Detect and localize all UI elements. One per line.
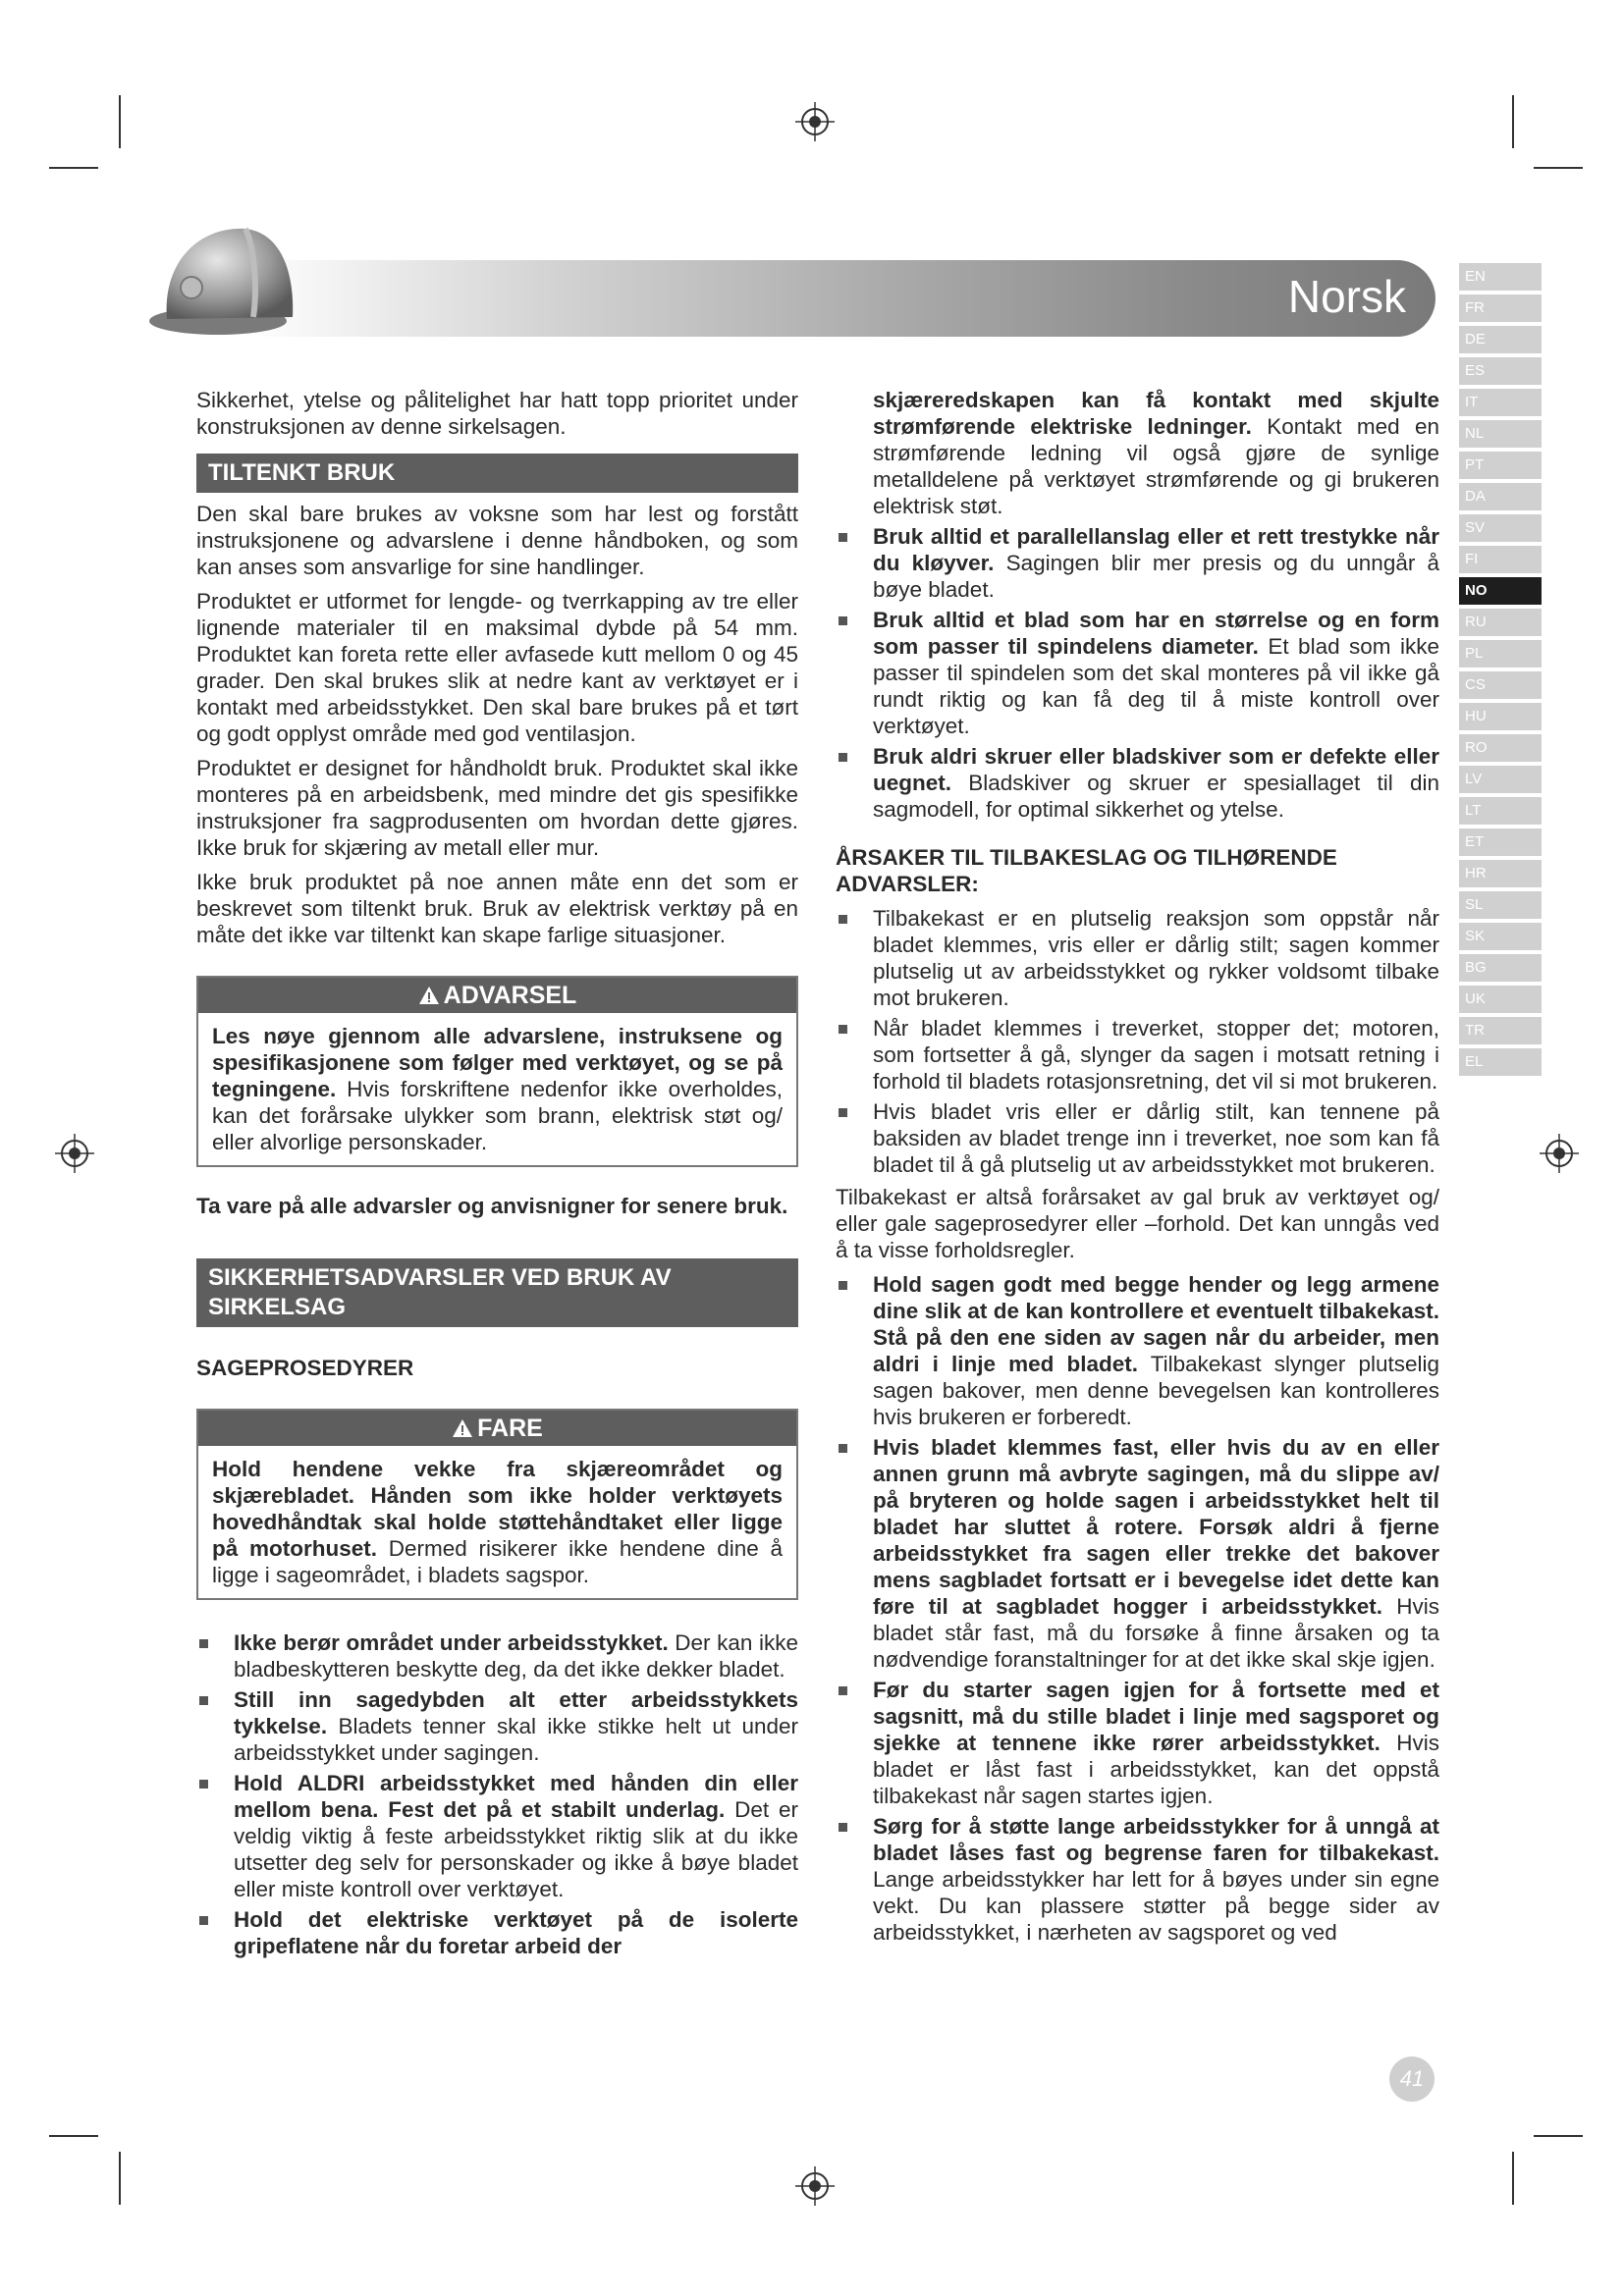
list-item: Tilbakekast er en plutselig reaksjon som oppstår når bladet klemmes, vris eller er dårlig stilt; sagen kommer plutselig ut av arbeidsstykket og rykker voldsomt tilbake mot brukeren. (836, 905, 1439, 1011)
danger-text: Dermed risikerer ikke hendene dine å ligge i sageområdet, i bladets sagspor. (212, 1536, 783, 1587)
lang-tab[interactable]: HR (1459, 860, 1542, 887)
item-text: Sagingen blir mer presis og du unngår å bøye bladet. (873, 551, 1439, 602)
continued-item (836, 387, 1439, 519)
helmet-icon (147, 211, 304, 339)
danger-heading (198, 1411, 796, 1446)
section-heading: TILTENKT BRUK (196, 454, 798, 493)
item-bold: Sørg for å støtte lange arbeidsstykker for å unngå at bladet låses fast og begrense faren for tilbakekast. (873, 1814, 1439, 1865)
list-item (836, 1813, 1439, 1946)
item-text: Et blad som ikke passer til spindelen som det skal monteres på vil ikke gå rundt riktig og kan få deg til å miste kontroll over verktøyet. (873, 634, 1440, 738)
bullet-list (836, 523, 1439, 823)
warning-triangle-icon (452, 1418, 473, 1438)
crop-mark (1512, 95, 1514, 148)
list-item: Hvis bladet vris eller er dårlig stilt, kan tennene på baksiden av bladet trenge inn i treverket, noe som kan få bladet til å gå plutselig ut av arbeidsstykket mot brukeren. (836, 1098, 1439, 1178)
danger-body (198, 1446, 796, 1598)
warning-bold: Les nøye gjennom alle advarslene, instruksene og spesifikasjonene som følger med verktøyet, og se på tegningene. (212, 1024, 783, 1101)
warning-triangle-icon (418, 986, 440, 1005)
warning-heading-text: ADVARSEL (443, 982, 577, 1009)
lang-tab[interactable]: NL (1459, 420, 1542, 448)
list-item (836, 743, 1439, 823)
lang-tab[interactable]: DE (1459, 326, 1542, 353)
crop-mark (49, 2135, 98, 2137)
lang-tab[interactable]: FI (1459, 546, 1542, 573)
list-item (196, 1686, 798, 1766)
lang-tab[interactable]: UK (1459, 986, 1542, 1013)
page-title: Norsk (1287, 271, 1406, 322)
danger-heading-text: FARE (477, 1415, 543, 1442)
intro-paragraph: Sikkerhet, ytelse og pålitelighet har hatt topp prioritet under konstruksjonen av denne sirkelsagen. (196, 388, 798, 439)
registration-mark-icon (55, 1134, 94, 1173)
registration-mark-icon (1540, 1134, 1579, 1173)
lang-tab[interactable]: IT (1459, 389, 1542, 416)
item-bold: Hold ALDRI arbeidsstykket med hånden din eller mellom bena. Fest det på et stabilt underlag. (234, 1771, 798, 1822)
paragraph: Produktet er utformet for lengde- og tverrkapping av tre eller lignende materialer til en maksimal dybde på 54 mm. Produktet kan foreta rette eller avfasede kutt mellom 0 og 45 grader. Den skal brukes slik at nedre kant av verktøyet er i kontakt med arbeidsstykket. Den skal bare brukes på et tørt og godt opplyst område med god ventilasjon. (196, 589, 798, 746)
paragraph: Tilbakekast er altså forårsaket av gal bruk av verktøyet og/ eller gale sageprosedyrer eller –forhold. Det kan unngås ved å ta visse forholdsregler. (836, 1185, 1439, 1262)
crop-mark (1512, 2152, 1514, 2205)
danger-box (196, 1409, 798, 1600)
lang-tab[interactable]: FR (1459, 294, 1542, 322)
section-heading: SIKKERHETSADVARSLER VED BRUK AV SIRKELSAG (196, 1258, 798, 1327)
lang-tab[interactable]: SK (1459, 923, 1542, 950)
crop-mark (119, 2152, 121, 2205)
item-text: Hvis bladet står fast, må du forsøke å finne årsaken og ta nødvendige foranstaltninger for at det ikke skal skje igjen. (873, 1594, 1439, 1672)
lang-tab[interactable]: EN (1459, 263, 1542, 291)
left-column (196, 387, 798, 1965)
right-column (836, 387, 1439, 1951)
list-item (836, 607, 1439, 739)
list-item (836, 1271, 1439, 1430)
item-text: Det er veldig viktig å feste arbeidsstykket riktig slik at du ikke utsetter deg selv for personskader og ikke å bøye bladet eller miste kontroll over verktøyet. (234, 1797, 798, 1901)
bullet-list (836, 1271, 1439, 1946)
item-text: Lange arbeidsstykker har lett for å bøyes under sin egne vekt. Du kan plassere støtter på begge sider av arbeidsstykket, i nærheten av sagsporet og ved (873, 1867, 1439, 1945)
language-tabs (1459, 263, 1542, 1080)
list-item (836, 1434, 1439, 1673)
list-item (836, 1677, 1439, 1809)
keep-note-text: Ta vare på alle advarsler og anvisnigner for senere bruk. (196, 1194, 788, 1218)
bullet-list (836, 905, 1439, 1178)
subheading: SAGEPROSEDYRER (196, 1356, 414, 1380)
keep-note (196, 1193, 798, 1219)
crop-mark (49, 167, 98, 169)
paragraph: Ikke bruk produktet på noe annen måte enn det som er beskrevet som tiltenkt bruk. Bruk av elektrisk verktøy på en måte det ikke var tiltenkt kan skape farlige situasjoner. (196, 870, 798, 947)
warning-heading (198, 978, 796, 1013)
list-item (196, 1629, 798, 1682)
item-text: Der kan ikke bladbeskytteren beskytte deg, da det ikke dekker bladet. (234, 1630, 798, 1682)
subheading: ÅRSAKER TIL TILBAKESLAG OG TILHØRENDE ADVARSLER: (836, 845, 1337, 896)
paragraph: Produktet er designet for håndholdt bruk. Produktet skal ikke monteres på en arbeidsbenk, med mindre det gis spesifikke instruksjoner fra sagprodusenten om hvordan dette gjøres. Ikke bruk for skjæring av metall eller mur. (196, 756, 798, 860)
item-bold: skjæreredskapen kan få kontakt med skjulte strømførende elektriske ledninger. (873, 388, 1439, 439)
crop-mark (1534, 167, 1583, 169)
lang-tab[interactable]: SL (1459, 891, 1542, 919)
list-item (196, 1906, 798, 1959)
warning-body (198, 1013, 796, 1165)
item-text: Tilbakekast slynger plutselig sagen bakover, men denne bevegelsen kan kontrolleres hvis brukeren er forberedt. (873, 1352, 1439, 1429)
item-bold: Ikke berør området under arbeidsstykket. (234, 1630, 669, 1655)
item-text: Bladets tenner skal ikke stikke helt ut under arbeidsstykket under sagingen. (234, 1714, 798, 1765)
lang-tab[interactable]: DA (1459, 483, 1542, 510)
lang-tab[interactable]: TR (1459, 1017, 1542, 1044)
list-item (836, 523, 1439, 603)
item-bold: Hold det elektriske verktøyet på de isolerte gripeflatene når du foretar arbeid der (234, 1907, 798, 1958)
lang-tab[interactable]: LV (1459, 766, 1542, 793)
lang-tab[interactable]: ET (1459, 828, 1542, 856)
item-bold: Før du starter sagen igjen for å fortsette med et sagsnitt, må du stille bladet i linje med sagsporet og sjekke at tennene ikke rører arbeidsstykket. (873, 1678, 1439, 1755)
list-item: Når bladet klemmes i treverket, stopper det; motoren, som fortsetter å gå, slynger da sagen i motsatt retning i forhold til bladets rotasjonsretning, det vil si mot brukeren. (836, 1015, 1439, 1095)
header-bar (245, 260, 1435, 337)
item-text: Kontakt med en strømførende ledning vil også gjøre de synlige metalldelene på verktøyet strømførende og gi brukeren elektrisk støt. (873, 414, 1440, 518)
lang-tab[interactable]: ES (1459, 357, 1542, 385)
lang-tab[interactable]: SV (1459, 514, 1542, 542)
lang-tab[interactable]: CS (1459, 671, 1542, 699)
item-text: Bladskiver og skruer er spesiallaget til din sagmodell, for optimal sikkerhet og ytelse. (873, 771, 1439, 822)
item-bold: Hold sagen godt med begge hender og legg armene dine slik at de kan kontrollere et eventuelt tilbakekast. Stå på den ene siden av sagen når du arbeider, men aldri i linje med bladet. (873, 1272, 1439, 1376)
registration-mark-icon (795, 2166, 835, 2206)
lang-tab[interactable]: RU (1459, 609, 1542, 636)
registration-mark-icon (795, 102, 835, 141)
lang-tab[interactable]: PL (1459, 640, 1542, 667)
lang-tab[interactable]: BG (1459, 954, 1542, 982)
item-bold: Bruk alltid et blad som har en størrelse og en form som passer til spindelens diameter. (873, 608, 1439, 659)
list-item (196, 1770, 798, 1902)
lang-tab-active[interactable]: NO (1459, 577, 1542, 605)
crop-mark (119, 95, 121, 148)
warning-box (196, 976, 798, 1167)
item-text: Hvis bladet er låst fast i arbeidsstykket, kan det oppstå tilbakekast når sagen startes igjen. (873, 1731, 1439, 1808)
item-bold: Still inn sagedybden alt etter arbeidsstykkets tykkelse. (234, 1687, 798, 1738)
warning-text: Hvis forskriftene nedenfor ikke overholdes, kan det forårsake ulykker som brann, elektrisk støt og/ eller alvorlige personskader. (212, 1077, 783, 1154)
item-bold: Bruk alltid et parallellanslag eller et rett trestykke når du kløyver. (873, 524, 1439, 575)
lang-tab[interactable]: RO (1459, 734, 1542, 762)
lang-tab[interactable]: EL (1459, 1048, 1542, 1076)
item-bold: Bruk aldri skruer eller bladskiver som er defekte eller uegnet. (873, 744, 1439, 795)
danger-bold: Hold hendene vekke fra skjæreområdet og skjærebladet. Hånden som ikke holder verktøyets hovedhåndtak skal holde støttehåndtaket eller ligge på motorhuset. (212, 1457, 783, 1561)
lang-tab[interactable]: HU (1459, 703, 1542, 730)
item-bold: Hvis bladet klemmes fast, eller hvis du av en eller annen grunn må avbryte sagingen, må du slippe av/ på bryteren og holde sagen i arbeidsstykket helt til bladet har sluttet å rotere. Forsøk aldri å fjerne arbeidsstykket fra sagen eller trekke det bakover mens sagbladet fortsatt er i bevegelse idet dette kan føre til at sagbladet hogger i arbeidsstykket. (873, 1435, 1439, 1619)
page-number: 41 (1389, 2056, 1435, 2102)
crop-mark (1534, 2135, 1583, 2137)
bullet-list (196, 1629, 798, 1959)
lang-tab[interactable]: LT (1459, 797, 1542, 825)
lang-tab[interactable]: PT (1459, 452, 1542, 479)
paragraph: Den skal bare brukes av voksne som har lest og forstått instruksjonene og advarslene i denne håndboken, og som kan anses som ansvarlige for sine handlinger. (196, 502, 798, 579)
